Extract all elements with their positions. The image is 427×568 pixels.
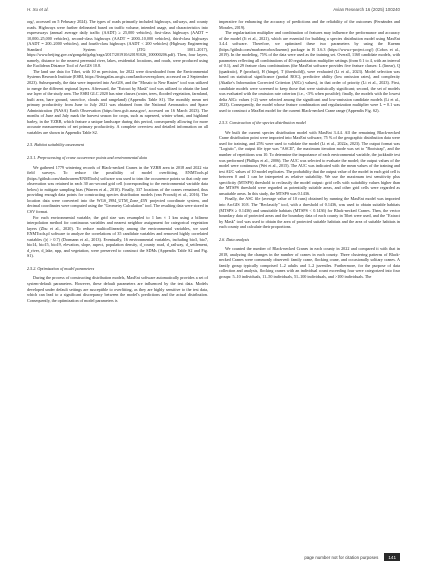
paragraph: We counted the number of Black-necked Cranes in each county in 2022 and compared it with that in 2018, analyzing the changes in the number of cranes in each county. Three clustering patterns of Black-necked Cranes were commonly observed: family crane, flocking crane, and occasionally solitary cranes. A family group typically comprised 1–2 adults and 1–2 juveniles. Furthermore, for the purpose of data collection and analysis, flocking cranes with an individual count exceeding four were categorized into four groups: 5–10 individuals, 11–50 individuals, 51–100 individuals, and >100 individuals. The	[219, 246, 400, 279]
subsection-heading: 2.5.3. Construction of the species distribution model	[219, 120, 306, 126]
subsection-heading: 2.5.1. Preprocessing of crane occurrence points and environmental data	[27, 155, 147, 161]
left-column	[27, 19, 208, 303]
paragraph: During the process of constructing distribution models, MaxEnt software automatically provides a set of system-default parameters. However, these default parameters are influenced by the test data. Models developed under default settings are susceptible to overfitting, as they are highly sensitive to the test data, which can lead to a significant discrepancy between the model's predictions and the actual distribution. Consequently, the optimization of model parameters is	[27, 275, 208, 303]
running-header-authors: H. Xu et al.	[27, 7, 49, 12]
paragraph: For each environmental variable, the grid size was resampled to 1 km × 1 km using a bilinear interpolation method for continuous variables and nearest neighbor assignment for categorical vegetation layers (Zhu et al., 2020). To reduce multicollinearity among the environmental variables, we used ENMTools.pl software to analyze the correlations of 35 candidate variables and removed highly correlated variables (|r| > 0.7) (Dormann et al., 2013). Eventually, 16 environmental variables, including bio3, bio7, bio14, bio15, bio19, elevation, slope, aspect, population density, d_county road, d_railway, d_settlement, d_river, d_lake, npp, and vegetation, were preserved to construct the SDMs (Appendix Table S2 and Fig. S1).	[27, 214, 208, 259]
page-number: 141	[384, 553, 400, 561]
section-heading: 2.6. Data analysis	[219, 236, 250, 242]
paragraph: We gathered 1779 wintering records of Black-necked Cranes in the YZRB area in 2018 and 2022 via field surveys. To reduce the possibility of model overfitting, ENMTools.pl (https://github.com/danlwarren/ENMTools) software was used to trim the occurrence points so that only one observation was retained in each 30 arc-second grid cell (corresponding to the environmental variable data below) to mitigate sampling bias (Warren et al., 2010). Finally, 337 locations of the cranes remained, thus providing enough data points for constructing species distribution models (van Proosdij et al., 2016). The location data were converted into the WGS_1984_UTM_Zone_45N projected coordinate system, and decimal coordinates were computed using the "Geometry Calculation" tool. The resulting data were stored in CSV format.	[27, 164, 208, 214]
running-header-journal: Avian Research 16 (2025) 100240	[333, 7, 400, 12]
paragraph: The land use data for Tibet, with 10 m precision, for 2022 were downloaded from the Environmental Systems Research Institute (ESRI, https://livingatlas.arcgis.com/landcoverexplorer, accessed on 2 September 2023). Subsequently, the data were imported into ArcGIS, and the "Mosaic to New Raster" tool was utilized to merge the different regional layers. Afterward, the "Extract by Mask" tool was utilized to obtain the land use layer of the study area. The ESRI GLC 2020 has nine classes (water, trees, flooded vegetation, farmland, built area, bare ground, snow/ice, clouds and rangeland) (Appendix Table S1). The monthly mean net primary productivity from June to July 2021 was obtained from the National Aeronautics and Space Administration (NASA) Earth Observation (https://neo.gsfc.nasa.gov/, accessed on 16 March 2023). The months of June and July mark the harvest season for crops, such as rapeseed, winter wheat, and highland barley, in the YZRB, which feature a unique landscape during this period, consequently allowing for more accurate measurements of net primary productivity. A complete overview and detailed information on all variables are shown in Appendix Table S2.	[27, 68, 208, 135]
footer-note: page number not for citation purposes	[304, 554, 379, 560]
paragraph: The regularization multiplier and combination of features may influence the performance and accuracy of the model (Ji et al., 2021), which are essential for building a species distribution model using MaxEnt 3.4.4 software. Therefore, we optimized these two parameters by using the Kuenm (https://github.com/marlonecobos/kuenm) package in R 3.6.3 (https://www.r-project.org/) (Cobos et al., 2019). In the modeling, 75% of the data were used as the training set. Overall, 1160 candidate models, with parameters reflecting all combinations of 40 regularization multiplier settings (from 0.1 to 4, with an interval of 0.1), and 29 feature class combinations (the MaxEnt software provides five feature classes: L (linear), Q (quadratic), P (product), H (hinge), T (threshold)), were evaluated (Li et al., 2023). Model selection was based on statistical significance (partial ROC), predictive ability (low omission rates), and complexity (Akaike's Information Corrected Criterion (AICc) values), in that order of priority (Li et al., 2023). First, candidate models were screened to keep those that were statistically significant; second, the set of models was evaluated with the omission rate criterion (i.e., <5% when possible); finally, the models with the lowest delta AICc values (<2) were selected among the significant and low-omission candidate models (Li et al., 2023). Consequently, the model whose feature combination and regularization multiplier were L = 0.1 was used to construct a MaxEnt model for the current Black-necked Crane range (Appendix Fig. S2).	[219, 30, 400, 113]
paragraph: org/, accessed on 5 February 2024). The types of roads primarily included highways, railways, and county roads. Highways were further delineated based on traffic volume, intended usage, and characteristics into expressways (annual average daily traffic (AADT) ≥ 25,000 vehicles), first-class highways (AADT = 10,000–25,000 vehicles), second-class highways (AADT = 2000–10,000 vehicles), third-class highways (AADT = 200–2000 vehicles), and fourth-class highways (AADT < 200 vehicles) (Highway Engineering Standard System (JTG 1001–2017), https://www.beijing.gov.cn/gongzhi/gzbg/xzgz/2017/201910/t20191026_100000206.pdf). Then, four layers, namely, distance to the nearest perennial river, lakes, residential locations, and roads, were produced using the Euclidean Distance Tool of ArcGIS 10.8.	[27, 19, 208, 69]
paragraph: We built the current species distribution model with MaxEnt 3.4.4. All the remaining Black-necked Crane distribution point were imported into MaxEnt software, 75 % of the geographic distribution data were used for training, and 25% were used to validate the model (Li et al., 2022a, 2023). The output format was "Logistic", the output file type was "ASCII", the maximum iteration mode was set to "Bootstrap", and the number of repetitions was 10. To determine the importance of each environmental variable, the jackknife test was performed (Phillips et al., 2006). The AUC was selected to evaluate the model; the output values of the model were continuous (Wei et al., 2015). The AUC was indicated with the mean values of the training and test AUC values of 10 model replicates. The probability that the output value of the model in each grid cell is between 0 and 1 can be interpreted as relative suitability. We use the maximum test sensitivity plus specificity (MTSPS) threshold to reclassify the model output: grid cells with suitability values higher than the MTSPS threshold were regarded as potentially suitable areas, and other grid cells were regarded as unsuitable areas. In this study, the MTSPS was 0.1436.	[219, 129, 400, 196]
right-column	[219, 19, 400, 280]
section-heading: 2.5. Habitat suitability assessment	[27, 142, 84, 148]
paragraph: imperative for enhancing the accuracy of predictions and the reliability of the outcomes (Fernández and Morales, 2019).	[219, 19, 400, 30]
paragraph: Finally, the ASC file (average value of 10 runs) obtained by running the MaxEnt model was imported into ArcGIS 10.8. The "Reclassify" tool, with a threshold of 0.1436, was used to obtain suitable habitats (MTSPS ≥ 0.1436) and unsuitable habitats (MTSPS < 0.1436) for Black-necked Cranes. Then, the vector boundary data of protected areas and the boundary data of each county in Tibet were used, and the "Extract by Mask" tool was used to obtain the area of protected suitable habitats and the area of suitable habitats in each county and calculate their proportions.	[219, 196, 400, 230]
subsection-heading: 2.5.2. Optimization of model parameters	[27, 265, 95, 271]
page-footer	[304, 553, 400, 561]
